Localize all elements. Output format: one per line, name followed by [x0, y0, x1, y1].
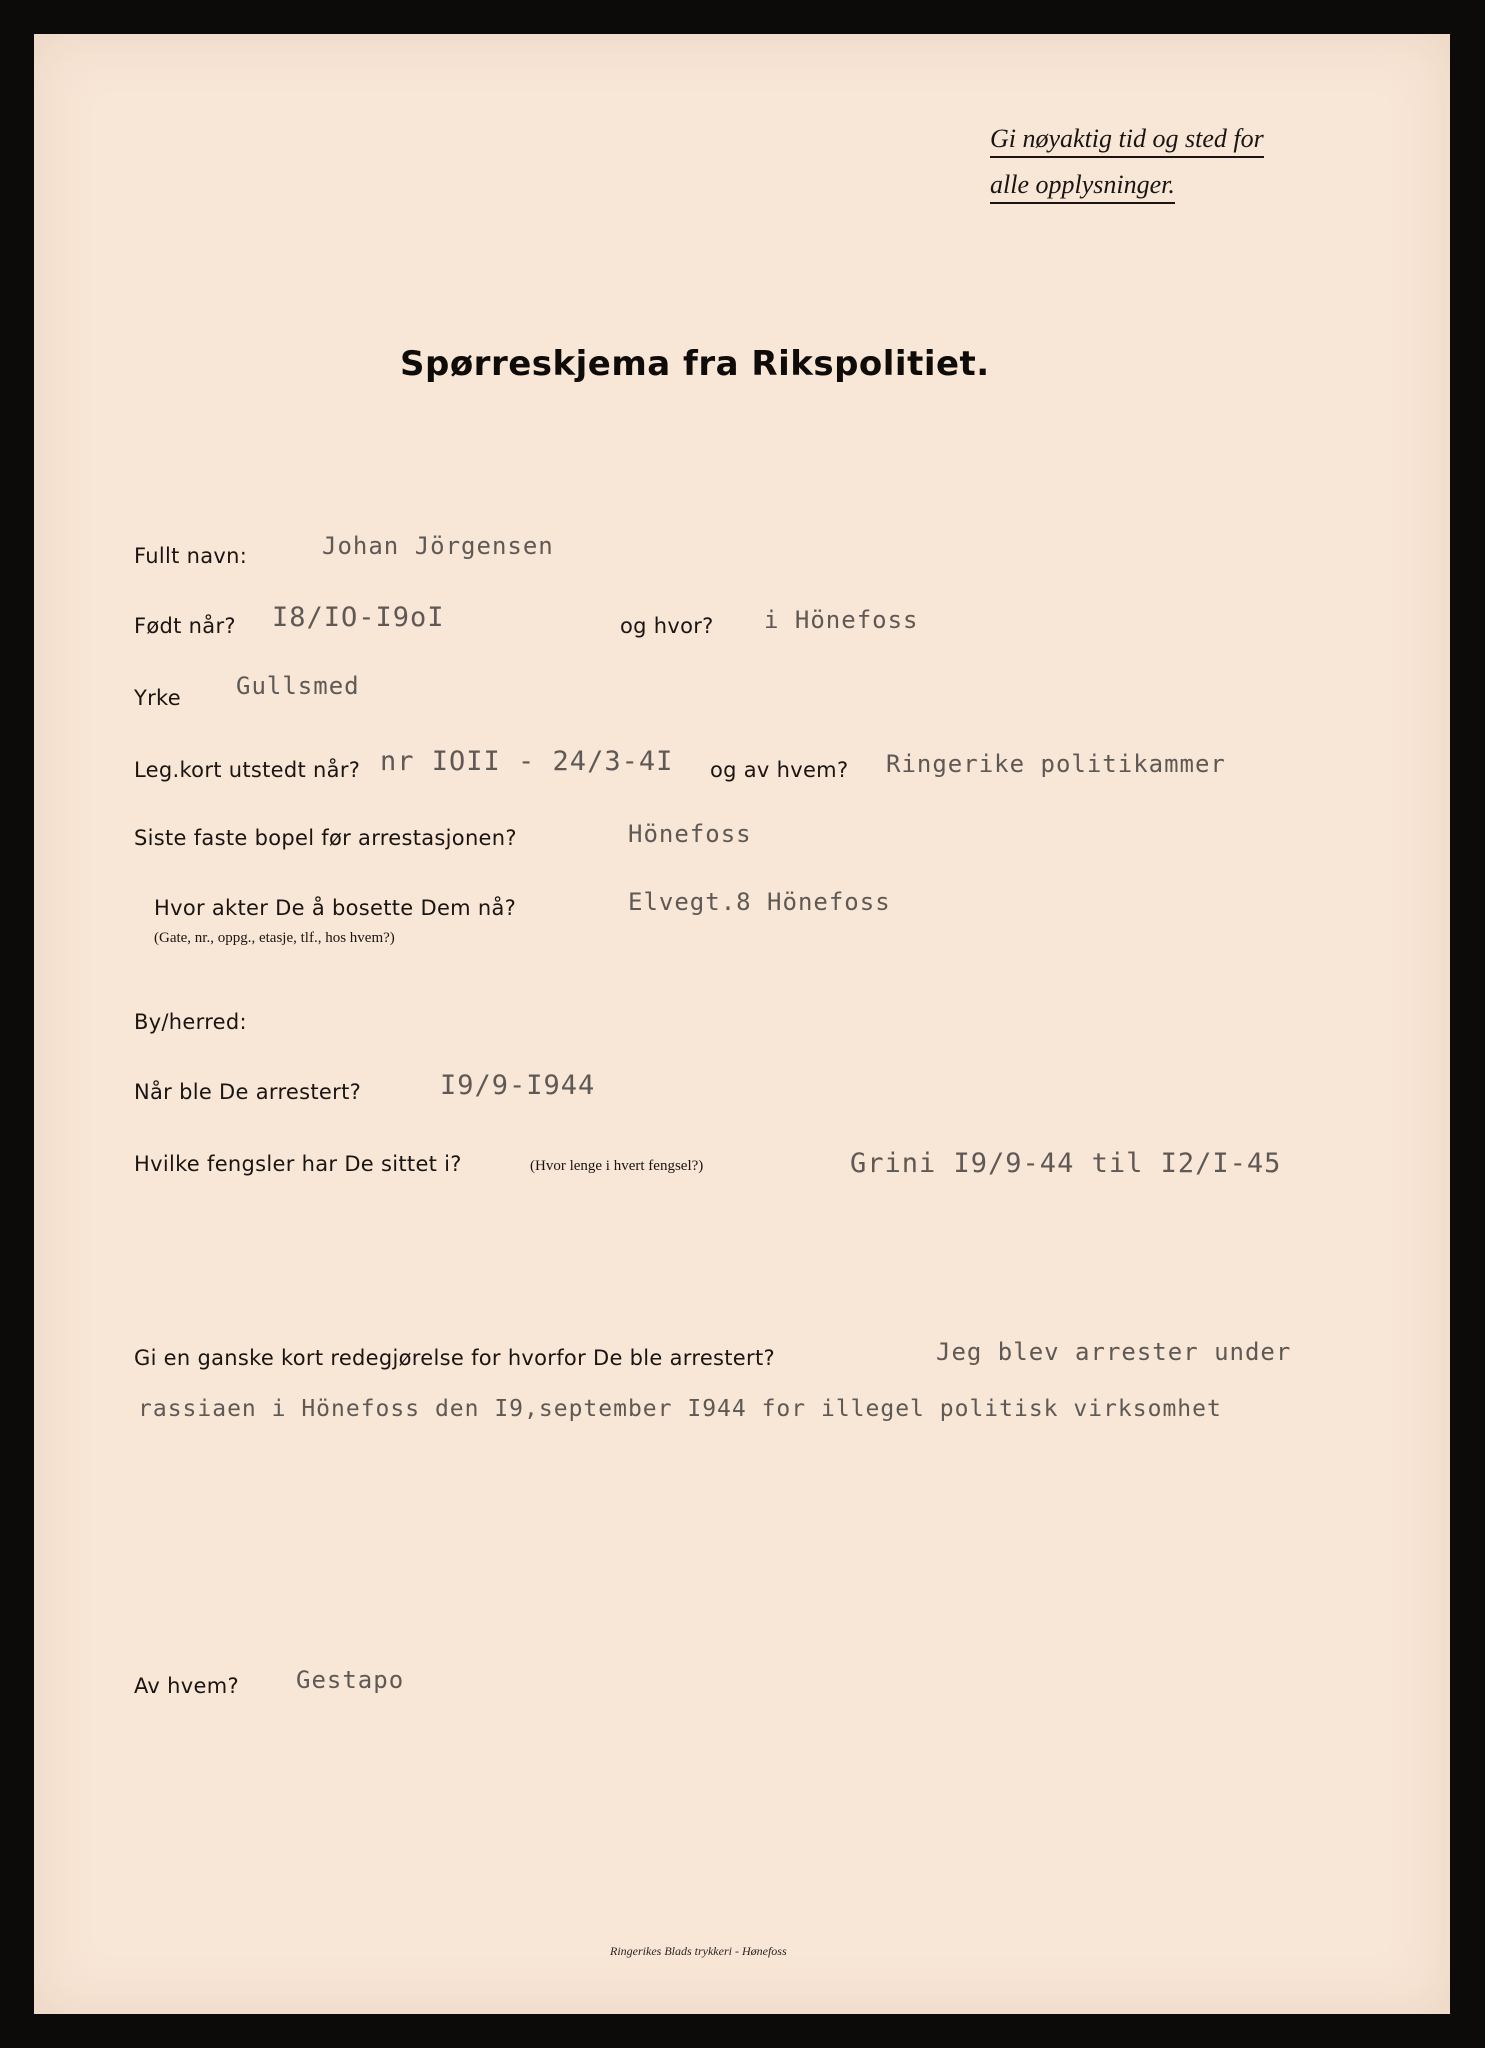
form-title: Spørreskjema fra Rikspolitiet.	[400, 344, 990, 384]
id-card-by-label: og av hvem?	[710, 758, 849, 782]
full-name-value: Johan Jörgensen	[322, 532, 554, 560]
future-residence-label: Hvor akter De å bosette Dem nå?	[154, 896, 517, 920]
id-card-when-value: nr IOII - 24/3-4I	[380, 746, 674, 777]
last-residence-value: Hönefoss	[628, 820, 752, 848]
reason-label: Gi en ganske kort redegjørelse for hvorfor De ble arrestert?	[134, 1346, 775, 1370]
instruction-note-line2: alle opplysninger.	[990, 170, 1175, 204]
occupation-value: Gullsmed	[236, 672, 360, 700]
born-when-label: Født når?	[134, 614, 236, 638]
full-name-label: Fullt navn:	[134, 544, 248, 568]
id-card-by-value: Ringerike politikammer	[886, 750, 1226, 778]
future-residence-sublabel: (Gate, nr., oppg., etasje, tlf., hos hvem?)	[154, 930, 395, 946]
questionnaire-sheet	[34, 34, 1450, 2014]
born-where-value: i Hönefoss	[764, 606, 919, 634]
municipality-label: By/herred:	[134, 1010, 247, 1034]
arrested-by-value: Gestapo	[296, 1666, 405, 1694]
arrested-by-label: Av hvem?	[134, 1674, 239, 1698]
arrested-when-value: I9/9-I944	[440, 1070, 596, 1101]
reason-value-line2: rassiaen i Hönefoss den I9,september I944 for illegel politisk virksomhet	[138, 1396, 1222, 1422]
last-residence-label: Siste faste bopel før arrestasjonen?	[134, 826, 517, 850]
born-where-label: og hvor?	[620, 614, 714, 638]
future-residence-value: Elvegt.8 Hönefoss	[628, 888, 891, 916]
arrested-when-label: Når ble De arrestert?	[134, 1080, 362, 1104]
printer-imprint: Ringerikes Blads trykkeri - Hønefoss	[610, 1944, 787, 1958]
born-when-value: I8/IO-I9oI	[272, 602, 445, 633]
occupation-label: Yrke	[134, 686, 181, 710]
prisons-sublabel: (Hvor lenge i hvert fengsel?)	[530, 1158, 704, 1174]
instruction-note-line1: Gi nøyaktig tid og sted for	[990, 124, 1264, 158]
id-card-when-label: Leg.kort utstedt når?	[134, 758, 361, 782]
reason-value-line1: Jeg blev arrester under	[936, 1338, 1292, 1366]
prisons-value: Grini I9/9-44 til I2/I-45	[850, 1148, 1282, 1179]
prisons-label: Hvilke fengsler har De sittet i?	[134, 1152, 462, 1176]
